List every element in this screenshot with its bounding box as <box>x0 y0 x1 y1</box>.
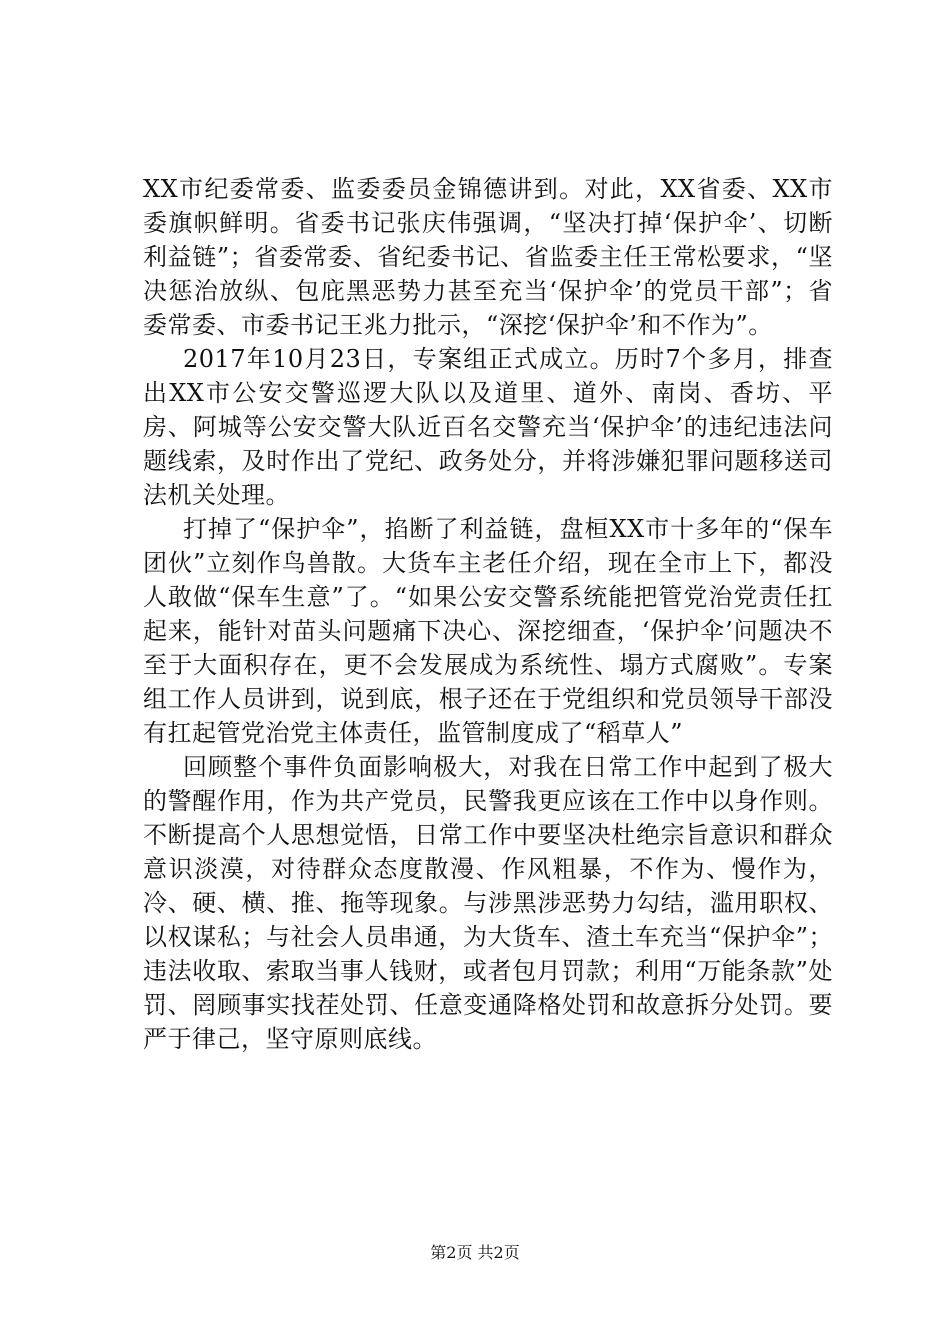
paragraph-3: 打掉了“保护伞”，掐断了利益链，盘桓XX市十多年的“保车团伙”立刻作鸟兽散。大货车主老任介绍，现在全市上下，都没人敢做“保车生意”了。“如果公安交警系统能把管党治党责任扛起来，能针对苗头问题痛下决心、深挖细查，‘保护伞’问题决不至于大面积存在，更不会发展成为系统性、塌方式腐败”。专案组工作人员讲到，说到底，根子还在于党组织和党员领导干部没有扛起管党治党主体责任，监管制度成了“稻草人” <box>143 515 833 747</box>
paragraph-2: 2017年10月23日，专案组正式成立。历时7个多月，排查出XX市公安交警巡逻大队以及道里、道外、南岗、香坊、平房、阿城等公安交警大队近百名交警充当‘保护伞’的违纪违法问题线索，及时作出了党纪、政务处分，并将涉嫌犯罪问题移送司法机关处理。 <box>143 345 833 509</box>
paragraph-1: XX市纪委常委、监委委员金锦德讲到。对此，XX省委、XX市委旗帜鲜明。省委书记张庆伟强调，“坚决打掉‘保护伞’、切断利益链”；省委常委、省纪委书记、省监委主任王常松要求，“坚决惩治放纵、包庇黑恶势力甚至充当‘保护伞’的党员干部”；省委常委、市委书记王兆力批示，“深挖‘保护伞’和不作为”。 <box>143 175 833 339</box>
paragraph-4: 回顾整个事件负面影响极大，对我在日常工作中起到了极大的警醒作用，作为共产党员，民警我更应该在工作中以身作则。不断提高个人思想觉悟，日常工作中要坚决杜绝宗旨意识和群众意识淡漠，对待群众态度散漫、作风粗暴，不作为、慢作为，冷、硬、横、推、拖等现象。与涉黑涉恶势力勾结，滥用职权、以权谋私；与社会人员串通，为大货车、渣土车充当“保护伞”；违法收取、索取当事人钱财，或者包月罚款；利用“万能条款”处罚、罔顾事实找茬处罚、任意变通降格处罚和故意拆分处罚。要严于律己，坚守原则底线。 <box>143 753 833 1053</box>
document-body <box>143 172 833 1056</box>
page-footer: 第2页 共2页 <box>430 1243 520 1262</box>
